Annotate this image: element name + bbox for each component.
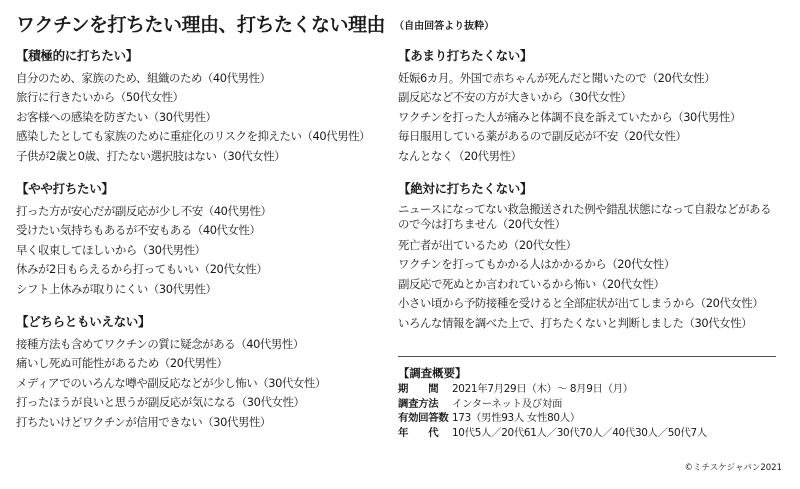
list-item: いろんな情報を調べた上で、打ちたくないと判断しました（30代女性） (398, 315, 753, 330)
survey-key: 期 間 (398, 383, 439, 395)
list-item: 旅行に行きたいから（50代女性） (16, 90, 184, 105)
section-heading: 【やや打ちたい】 (16, 181, 114, 197)
divider (398, 356, 776, 357)
list-item: 感染したとしても家族のために重症化のリスクを抑えたい（40代男性） (16, 129, 371, 144)
list-item: 子供が2歳と0歳、打たない選択肢はない（30代女性） (16, 148, 286, 163)
list-item: 打った方が安心だが副反応が少し不安（40代男性） (16, 204, 272, 219)
section-somewhat-want (16, 181, 388, 299)
section-not-really-want (398, 48, 778, 166)
list-item: 打ちたいけどワクチンが信用できない（30代男性） (16, 414, 271, 429)
list-item: 死亡者が出ているため（20代女性） (398, 238, 577, 253)
copyright-notice: ©ミチスケジャパン2021 (684, 463, 782, 473)
survey-summary (398, 366, 776, 440)
list-item: シフト上休みが取りにくい（30代男性） (16, 281, 217, 296)
list-item: 副反応で死ぬとか言われているから怖い（20代女性） (398, 276, 665, 291)
list-item: メディアでのいろんな噂や副反応などが少し怖い（30代女性） (16, 375, 326, 390)
survey-key: 有効回答数 (398, 412, 449, 425)
list-item: なんとなく（20代男性） (398, 148, 522, 163)
list-item: 副反応など不安の方が大きいから（30代女性） (398, 90, 632, 105)
section-heading: 【積極的に打ちたい】 (16, 48, 139, 63)
list-item: ワクチンを打ってもかかる人はかかるから（20代女性） (398, 257, 675, 272)
section-undecided (16, 314, 388, 432)
list-item: 毎日服用している薬があるので副反応が不安（20代女性） (398, 129, 687, 144)
page-title-row (16, 10, 494, 37)
survey-value: 2021年7月29日（木）～ 8月9日（月） (452, 383, 633, 395)
section-heading: 【どちらともいえない】 (16, 314, 151, 330)
section-heading: 【絶対に打ちたくない】 (398, 181, 533, 197)
list-item: ワクチンを打った人が痛みと体調不良を訴えていたから（30代男性） (398, 109, 741, 124)
survey-row-responses (398, 411, 776, 426)
list-item: 接種方法も含めてワクチンの質に疑念がある（40代男性） (16, 337, 304, 352)
survey-key: 年 代 (398, 426, 439, 439)
survey-key: 調査方法 (398, 397, 439, 410)
list-item: 受けたい気持ちもあるが不安もある（40代女性） (16, 223, 261, 238)
list-item: 打ったほうが良いと思うが副反応が気になる（30代女性） (16, 395, 305, 410)
survey-value: 173（男性93人 女性80人） (452, 412, 580, 425)
page-title: ワクチンを打ちたい理由、打ちたくない理由 (16, 14, 386, 36)
left-column (16, 48, 388, 447)
survey-row-period (398, 382, 776, 397)
survey-value: 10代5人／20代61人／30代70人／40代30人／50代7人 (452, 426, 707, 439)
section-heading: 【あまり打ちたくない】 (398, 48, 533, 63)
survey-row-age (398, 426, 776, 441)
list-item: ニュースになってない救急搬送された例や錯乱状態になって自殺などがあるので今は打ちません（20代女性） (398, 202, 772, 232)
list-item: 妊娠6カ月。外国で赤ちゃんが死んだと聞いたので（20代女性） (398, 71, 716, 85)
list-item: 早く収束してほしいから（30代男性） (16, 242, 206, 257)
list-item: 自分のため、家族のため、組織のため（40代男性） (16, 71, 271, 85)
survey-value: インターネット及び対面 (452, 397, 563, 410)
right-column (398, 48, 778, 348)
list-item: 痛いし死ぬ可能性があるため（20代男性） (16, 356, 228, 371)
page-subtitle: （自由回答より抜粋） (394, 21, 495, 32)
list-item: お客様への感染を防ぎたい（30代男性） (16, 109, 217, 124)
list-item: 小さい頃から予防接種を受けると全部症状が出てしまうから（20代女性） (398, 296, 764, 311)
list-item: 休みが2日もらえるから打ってもいい（20代女性） (16, 262, 268, 277)
section-absolutely-not (398, 181, 778, 333)
section-strongly-want (16, 48, 388, 166)
survey-heading: 【調査概要】 (398, 366, 467, 380)
survey-row-method (398, 397, 776, 412)
